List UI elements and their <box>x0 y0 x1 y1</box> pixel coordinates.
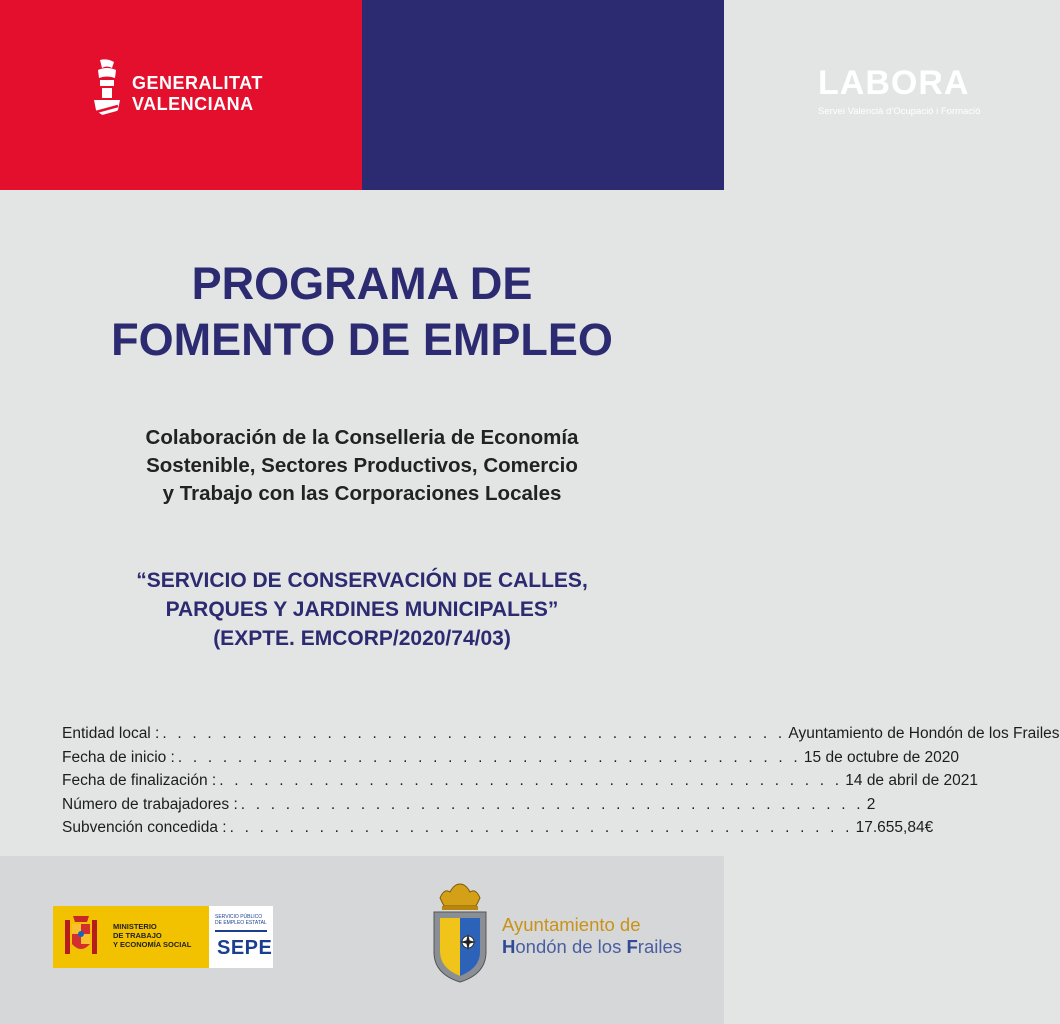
hondon-line1: Ayuntamiento de <box>502 914 641 935</box>
collaboration-line1: Colaboración de la Conselleria de Economía <box>145 426 579 449</box>
detail-row <box>62 816 934 840</box>
hondon-letter-f: F <box>626 936 638 957</box>
detail-value: 14 de abril de 2021 <box>845 772 978 789</box>
detail-row <box>62 793 876 817</box>
hondon-word-ondon: ondón <box>515 936 567 957</box>
labora-logo <box>818 66 980 117</box>
detail-row <box>62 769 978 793</box>
project-line1: “SERVICIO DE CONSERVACIÓN DE CALLES, <box>136 569 588 592</box>
header-band <box>0 0 981 190</box>
detail-row <box>62 722 1060 746</box>
program-title <box>0 256 724 368</box>
collaboration-line2: Sostenible, Sectores Productivos, Comercio <box>146 454 578 477</box>
sepe-name: SEPE <box>217 937 273 959</box>
hondon-coat-of-arms-icon <box>430 884 490 984</box>
sepe-logo <box>209 906 273 968</box>
detail-label: Fecha de finalización : <box>62 772 217 789</box>
generalitat-line1: GENERALITAT <box>132 73 263 93</box>
detail-label: Entidad local : <box>62 725 160 742</box>
ministry-name <box>113 922 191 949</box>
title-line1: PROGRAMA DE <box>191 258 533 309</box>
project-title <box>0 566 724 653</box>
dot-leader: . . . . . . . . . . . . . . . . . . . . . . . . . . . . . . . . . . . . . . . . . . <box>177 748 801 766</box>
labora-subtitle: Servei Valencià d’Ocupació i Formació <box>818 106 981 117</box>
ministry-line1: MINISTERIO <box>113 922 157 931</box>
hondon-wordmark <box>502 914 682 958</box>
labora-name: LABORA <box>818 64 970 102</box>
detail-value: Ayuntamiento de Hondón de los Frailes <box>788 725 1060 742</box>
hondon-letter-h: H <box>502 936 516 957</box>
sepe-caption-line2: DE EMPLEO ESTATAL <box>215 920 267 926</box>
generalitat-wordmark <box>132 73 263 115</box>
dot-leader: . . . . . . . . . . . . . . . . . . . . . . . . . . . . . . . . . . . . . . . . . . <box>240 795 864 813</box>
sepe-caption-line1: SERVICIO PÚBLICO <box>215 914 263 920</box>
generalitat-logo <box>92 58 263 130</box>
collaboration-text <box>0 424 724 508</box>
project-line3: (EXPTE. EMCORP/2020/74/03) <box>213 627 511 650</box>
ministry-line3: Y ECONOMÍA SOCIAL <box>113 940 192 949</box>
detail-value: 2 <box>866 795 876 813</box>
generalitat-panel <box>0 0 362 190</box>
detail-row <box>62 746 960 770</box>
hondon-line2 <box>502 936 682 958</box>
generalitat-line2: VALENCIANA <box>132 94 254 114</box>
hondon-word-railes: railes <box>637 936 683 957</box>
generalitat-emblem-icon <box>92 58 122 130</box>
dot-leader: . . . . . . . . . . . . . . . . . . . . . . . . . . . . . . . . . . . . . . . . . . <box>219 772 843 789</box>
labora-panel <box>362 0 981 190</box>
dot-leader: . . . . . . . . . . . . . . . . . . . . . . . . . . . . . . . . . . . . . . . . . . <box>229 819 853 836</box>
detail-label: Subvención concedida : <box>62 819 227 836</box>
detail-value: 17.655,84€ <box>855 819 934 836</box>
project-line2: PARQUES Y JARDINES MUNICIPALES” <box>165 598 559 621</box>
dot-leader: . . . . . . . . . . . . . . . . . . . . . . . . . . . . . . . . . . . . . . . . . . <box>162 725 786 742</box>
detail-value: 15 de octubre de 2020 <box>803 748 960 766</box>
sepe-caption <box>215 914 267 926</box>
spain-coat-of-arms-icon <box>61 912 101 962</box>
detail-label: Número de trabajadores : <box>62 795 238 813</box>
hondon-word-delos: de los <box>566 936 627 957</box>
collaboration-line3: y Trabajo con las Corporaciones Locales <box>162 482 562 505</box>
ministry-line2: DE TRABAJO <box>113 931 162 940</box>
details-list <box>62 722 1060 840</box>
sepe-rule <box>215 930 267 932</box>
title-line2: FOMENTO DE EMPLEO <box>111 314 613 365</box>
detail-label: Fecha de inicio : <box>62 748 175 766</box>
